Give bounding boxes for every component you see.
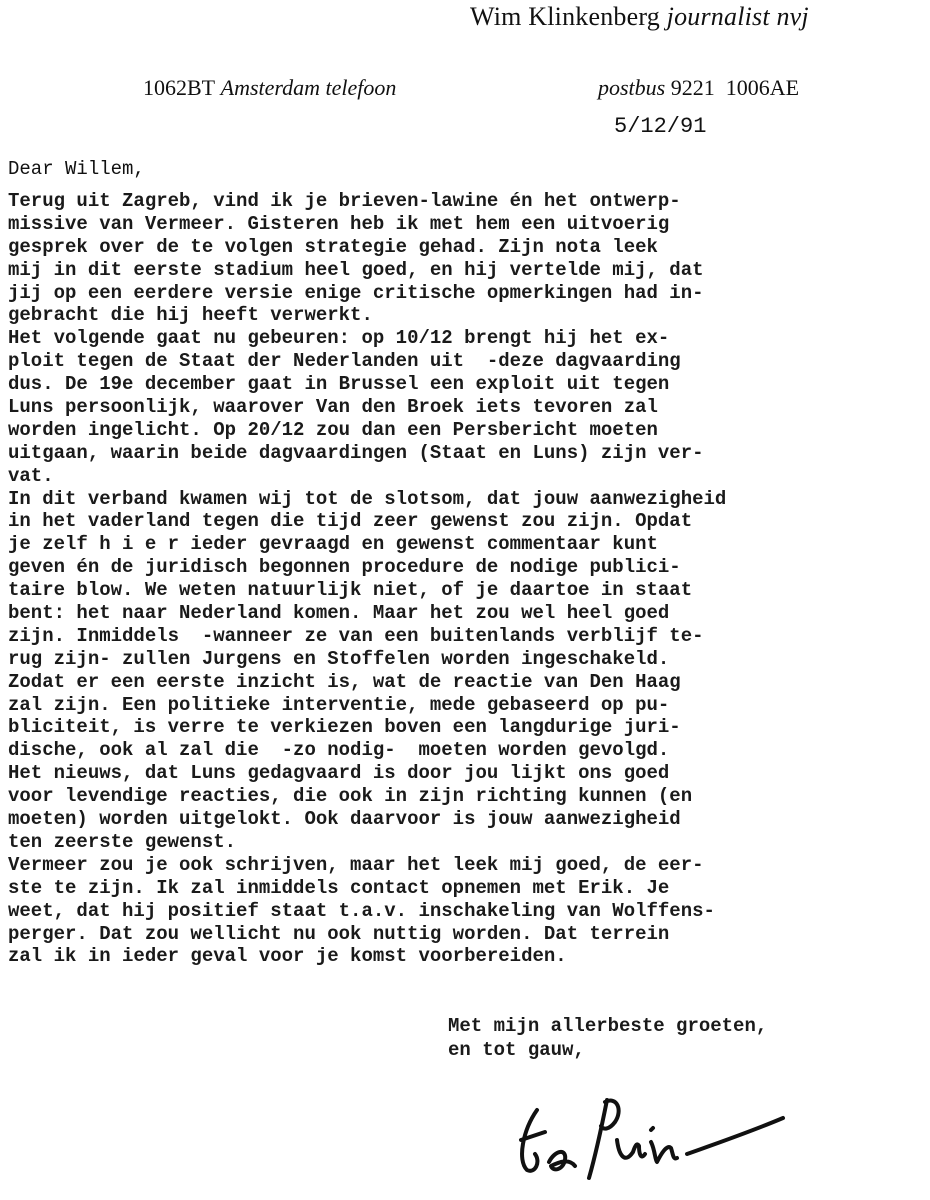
signature	[505, 1070, 805, 1195]
body-line: dus. De 19e december gaat in Brussel een exploit uit tegen	[8, 373, 670, 396]
body-line: zal ik in ieder geval voor je komst voorbereiden.	[8, 945, 567, 968]
pobox-suffix: AE	[769, 75, 800, 100]
body-line: ste te zijn. Ik zal inmiddels contact opnemen met Erik. Je	[8, 876, 670, 899]
body-line: uitgaan, waarin beide dagvaardingen (Staat en Luns) zijn ver-	[8, 441, 704, 464]
body-line: geven én de juridisch begonnen procedure de nodige publici-	[8, 556, 681, 579]
body-line: missive van Vermeer. Gisteren heb ik met hem een uitvoerig	[8, 212, 670, 235]
sender-name: Wim Klinkenberg	[470, 2, 660, 31]
pobox-postcode: 1006	[725, 75, 770, 100]
body-line: worden ingelicht. Op 20/12 zou dan een Persbericht moeten	[8, 418, 658, 441]
body-line: vat.	[8, 464, 54, 487]
postcode: 1062	[143, 75, 187, 100]
pobox-label: postbus	[598, 75, 666, 100]
body-line: bliciteit, is verre te verkiezen boven een langdurige juri-	[8, 716, 681, 739]
body-line: in het vaderland tegen die tijd zeer gewenst zou zijn. Opdat	[8, 510, 693, 533]
body-line: dische, ook al zal die -zo nodig- moeten worden gevolgd.	[8, 739, 670, 762]
body-line: je zelf h i e r ieder gevraagd en gewenst commentaar kunt	[8, 533, 658, 556]
body-line: Het nieuws, dat Luns gedagvaard is door jou lijkt ons goed	[8, 762, 670, 785]
body-line: zal zijn. Een politieke interventie, mede gebaseerd op pu-	[8, 693, 670, 716]
city: Amsterdam	[220, 75, 321, 100]
sender-title: journalist nvj	[666, 2, 809, 31]
body-line: In dit verband kwamen wij tot de slotsom, dat jouw aanwezigheid	[8, 487, 727, 510]
body-line: voor levendige reacties, die ook in zijn richting kunnen (en	[8, 785, 693, 808]
body-line: zijn. Inmiddels -wanneer ze van een buitenlands verblijf te-	[8, 624, 704, 647]
body-line: Zodat er een eerste inzicht is, wat de reactie van Den Haag	[8, 670, 681, 693]
letter-body	[8, 190, 924, 968]
closing-line-2: en tot gauw,	[448, 1039, 585, 1061]
address-left	[143, 75, 396, 101]
address-right	[598, 75, 799, 101]
letter-date: 5/12/91	[614, 114, 707, 139]
body-line: ten zeerste gewenst.	[8, 830, 237, 853]
body-line: moeten) worden uitgelokt. Ook daarvoor is jouw aanwezigheid	[8, 808, 681, 831]
body-line: gesprek over de te volgen strategie gehad. Zijn nota leek	[8, 235, 658, 258]
body-line: bent: het naar Nederland komen. Maar het zou wel heel goed	[8, 602, 670, 625]
body-line: gebracht die hij heeft verwerkt.	[8, 304, 373, 327]
salutation: Dear Willem,	[8, 158, 145, 180]
postcode-suffix: BT	[187, 75, 216, 100]
body-line: rug zijn- zullen Jurgens en Stoffelen worden ingeschakeld.	[8, 647, 670, 670]
handwritten-signature-icon	[505, 1070, 805, 1195]
pobox-number: 9221	[670, 75, 715, 100]
body-line: Luns persoonlijk, waarover Van den Broek iets tevoren zal	[8, 396, 658, 419]
body-line: taire blow. We weten natuurlijk niet, of je daartoe in staat	[8, 579, 693, 602]
body-line: Het volgende gaat nu gebeuren: op 10/12 brengt hij het ex-	[8, 327, 670, 350]
closing-line-1: Met mijn allerbeste groeten,	[448, 1015, 768, 1037]
body-line: jij op een eerdere versie enige critische opmerkingen had in-	[8, 281, 704, 304]
closing	[448, 1014, 767, 1062]
letterhead-name	[470, 2, 809, 32]
phone-label: telefoon	[325, 75, 397, 100]
body-line: Terug uit Zagreb, vind ik je brieven-lawine én het ontwerp-	[8, 190, 681, 212]
body-line: mij in dit eerste stadium heel goed, en hij vertelde mij, dat	[8, 258, 704, 281]
body-line: weet, dat hij positief staat t.a.v. inschakeling van Wolffens-	[8, 899, 715, 922]
body-line: perger. Dat zou wellicht nu ook nuttig worden. Dat terrein	[8, 922, 670, 945]
body-line: ploit tegen de Staat der Nederlanden uit -deze dagvaarding	[8, 350, 681, 373]
body-line: Vermeer zou je ook schrijven, maar het leek mij goed, de eer-	[8, 853, 704, 876]
